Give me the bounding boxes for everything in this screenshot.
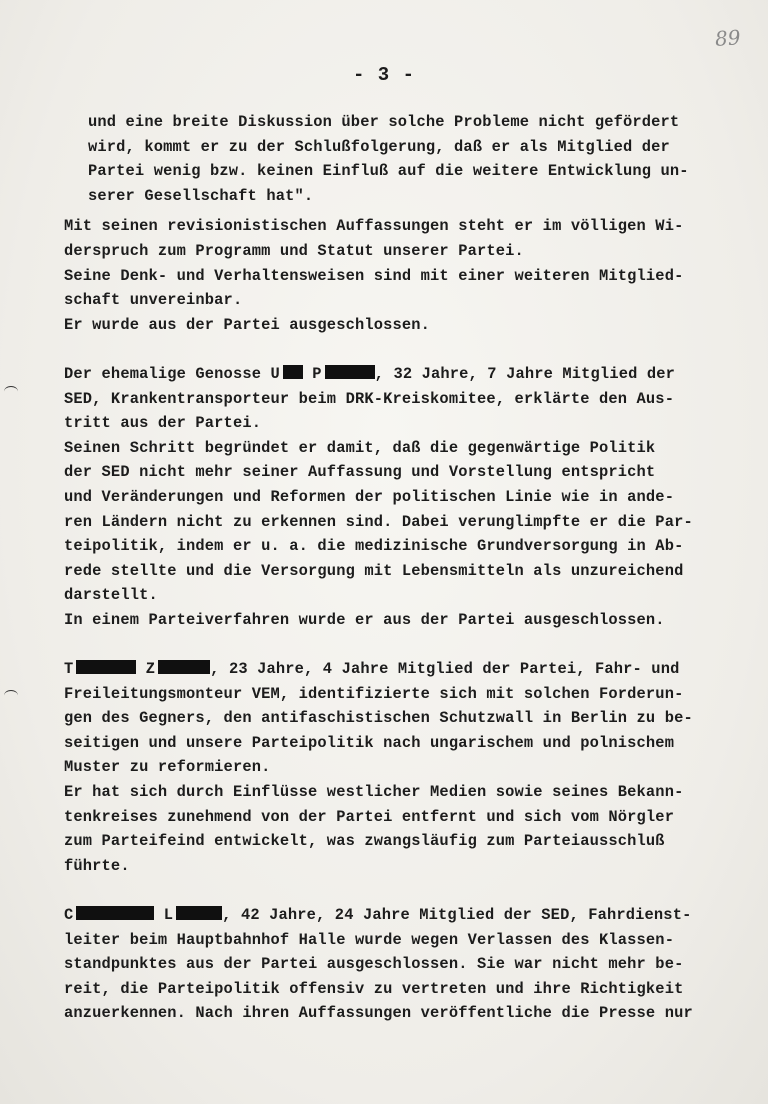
text-segment: C (64, 906, 74, 924)
text-line: SED, Krankentransporteur beim DRK-Kreiskomitee, erklärte den Aus- (64, 389, 675, 408)
folio-mark: 89 (713, 25, 741, 51)
redaction-bar (176, 906, 222, 920)
text-line: Seine Denk- und Verhaltensweisen sind mit einer weiteren Mitglied- (64, 266, 684, 285)
text-line: leiter beim Hauptbahnhof Halle wurde wegen Verlassen des Klassen- (64, 930, 675, 949)
text-line: rede stellte und die Versorgung mit Lebensmitteln als unzureichend (64, 561, 684, 580)
paragraph-case-2 (64, 657, 724, 878)
text-line: reit, die Parteipolitik offensiv zu vertreten und ihre Richtigkeit (64, 979, 684, 998)
text-line: ren Ländern nicht zu erkennen sind. Dabei verunglimpfte er die Par- (64, 512, 693, 531)
text-line (64, 657, 724, 682)
text-segment: , 42 Jahre, 24 Jahre Mitglied der SED, Fahrdienst- (222, 906, 692, 924)
text-line: Er hat sich durch Einflüsse westlicher Medien sowie seines Bekann- (64, 783, 684, 802)
text-line: tenkreises zunehmend von der Partei entfernt und sich vom Nörgler (64, 807, 675, 826)
paragraph-case-3 (64, 903, 724, 1026)
text-line: darstellt. (64, 586, 158, 605)
text-line: führte. (64, 856, 130, 875)
text-line: seitigen und unsere Parteipolitik nach ungarischem und polnischem (64, 733, 675, 752)
redaction-bar (76, 906, 154, 920)
paragraph-revisionism (64, 214, 724, 337)
text-segment: , 32 Jahre, 7 Jahre Mitglied der (374, 364, 676, 383)
text-line: derspruch zum Programm und Statut unserer Partei. (64, 241, 524, 260)
text-segment: , 23 Jahre, 4 Jahre Mitglied der Partei, Fahr- und (210, 660, 680, 679)
margin-mark (4, 386, 18, 397)
text-line: anzuerkennen. Nach ihren Auffassungen veröffentliche die Presse nur (64, 1004, 693, 1023)
text-line: und Veränderungen und Reformen der politischen Linie wie in ande- (64, 487, 675, 506)
text-line: und eine breite Diskussion über solche Probleme nicht gefördert (88, 113, 680, 131)
document-body (64, 110, 724, 1026)
text-line: serer Gesellschaft hat". (88, 186, 314, 205)
text-line (64, 903, 724, 928)
redaction-bar (325, 365, 375, 379)
text-line: gen des Gegners, den antifaschistischen Schutzwall in Berlin zu be- (64, 709, 693, 728)
text-line: Muster zu reformieren. (64, 758, 271, 777)
redaction-bar (283, 365, 303, 379)
text-segment: Z (145, 660, 156, 679)
text-line: der SED nicht mehr seiner Auffassung und Vorstellung entspricht (64, 463, 656, 482)
paragraph-quote-end (64, 110, 724, 208)
margin-mark (4, 690, 18, 701)
text-line: Er wurde aus der Partei ausgeschlossen. (64, 315, 431, 334)
paragraph-case-1 (64, 362, 724, 633)
text-line: Seinen Schritt begründet er damit, daß die gegenwärtige Politik (64, 438, 656, 457)
text-line: wird, kommt er zu der Schlußfolgerung, daß er als Mitglied der (88, 137, 670, 156)
text-line: Mit seinen revisionistischen Auffassungen steht er im völligen Wi- (64, 217, 684, 236)
text-line: Partei wenig bzw. keinen Einfluß auf die weitere Entwicklung un- (88, 162, 689, 181)
text-line: schaft unvereinbar. (64, 291, 243, 310)
redaction-bar (158, 660, 210, 674)
text-segment: L (163, 906, 174, 924)
text-line: standpunktes aus der Partei ausgeschlossen. Sie war nicht mehr be- (64, 955, 684, 974)
text-line (64, 362, 724, 387)
text-line: In einem Parteiverfahren wurde er aus der Partei ausgeschlossen. (64, 610, 665, 629)
text-segment: T (64, 660, 74, 679)
text-line: zum Parteifeind entwickelt, was zwangsläufig zum Parteiausschluß (64, 832, 665, 851)
text-line: tritt aus der Partei. (64, 414, 262, 433)
text-line: Freileitungsmonteur VEM, identifizierte sich mit solchen Forderun- (64, 684, 684, 703)
text-segment: P (312, 364, 322, 383)
text-line: teipolitik, indem er u. a. die medizinische Grundversorgung in Ab- (64, 537, 684, 556)
page-number: - 3 - (352, 64, 415, 86)
text-segment: Der ehemalige Genosse U (64, 364, 280, 383)
redaction-bar (76, 660, 136, 674)
